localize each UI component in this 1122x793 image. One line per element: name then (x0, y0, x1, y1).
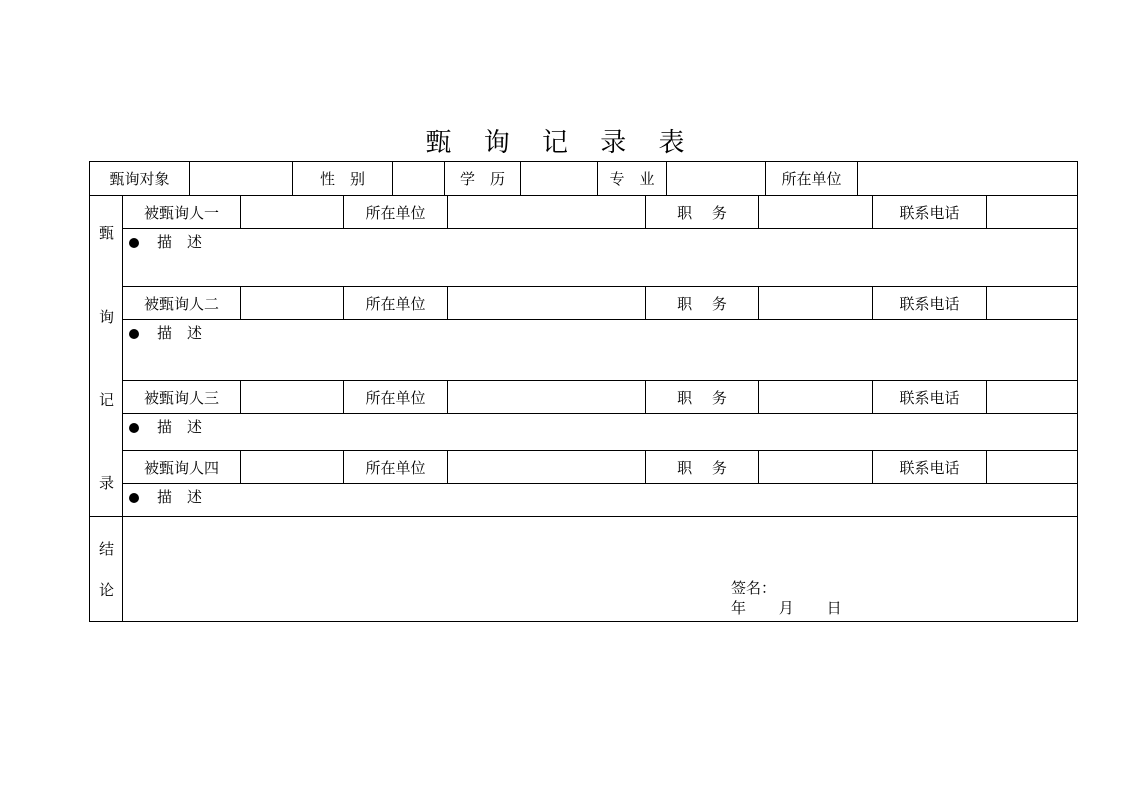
side-char: 录 (98, 474, 114, 492)
side-char: 论 (98, 581, 114, 599)
bullet-icon (129, 423, 139, 433)
person-4-description[interactable] (123, 484, 1078, 517)
page-title: 甄 询 记 录 表 (425, 128, 697, 158)
person-2-phone-label: 联系电话 (873, 287, 987, 320)
person-4-position-field[interactable] (759, 451, 873, 484)
date-line (731, 598, 870, 618)
person-2-unit-field[interactable] (448, 287, 646, 320)
person-1-unit-field[interactable] (448, 196, 646, 229)
person-1-phone-label: 联系电话 (873, 196, 987, 229)
subject-label: 甄询对象 (90, 162, 190, 196)
person-1-name-field[interactable] (241, 196, 344, 229)
description-label: 描 述 (157, 418, 203, 436)
description-label: 描 述 (157, 233, 203, 251)
education-field[interactable] (521, 162, 598, 196)
side-char: 甄 (98, 224, 114, 242)
date-day: 日 (826, 599, 842, 617)
person-2-description[interactable] (123, 320, 1078, 381)
bullet-icon (129, 238, 139, 248)
person-1-position-field[interactable] (759, 196, 873, 229)
major-field[interactable] (667, 162, 766, 196)
person-3-name-field[interactable] (241, 381, 344, 414)
signature-block (731, 578, 870, 618)
person-4-unit-label: 所在单位 (344, 451, 448, 484)
person-2-position-label: 职 务 (646, 287, 759, 320)
major-label: 专 业 (598, 162, 667, 196)
unit-field[interactable] (858, 162, 1078, 196)
person-3-label: 被甄询人三 (123, 381, 241, 414)
person-3-phone-label: 联系电话 (873, 381, 987, 414)
conclusion-side-label (90, 517, 123, 622)
person-4-label: 被甄询人四 (123, 451, 241, 484)
subject-info-table (89, 161, 1078, 196)
interview-record-table (89, 195, 1078, 622)
side-char: 结 (98, 540, 114, 558)
person-4-position-label: 职 务 (646, 451, 759, 484)
person-1-label: 被甄询人一 (123, 196, 241, 229)
person-2-position-field[interactable] (759, 287, 873, 320)
person-2-unit-label: 所在单位 (344, 287, 448, 320)
person-4-name-field[interactable] (241, 451, 344, 484)
subject-field[interactable] (190, 162, 293, 196)
signature-label: 签名： (731, 579, 777, 597)
person-1-description[interactable] (123, 229, 1078, 287)
unit-label: 所在单位 (766, 162, 858, 196)
person-1-unit-label: 所在单位 (344, 196, 448, 229)
person-3-phone-field[interactable] (987, 381, 1078, 414)
date-month: 月 (778, 599, 794, 617)
person-4-unit-field[interactable] (448, 451, 646, 484)
record-side-label (90, 196, 123, 517)
person-1-phone-field[interactable] (987, 196, 1078, 229)
person-3-description[interactable] (123, 414, 1078, 451)
person-3-unit-field[interactable] (448, 381, 646, 414)
side-char: 记 (98, 391, 114, 409)
conclusion-field[interactable] (123, 517, 1078, 622)
bullet-icon (129, 493, 139, 503)
person-3-position-label: 职 务 (646, 381, 759, 414)
person-2-name-field[interactable] (241, 287, 344, 320)
description-label: 描 述 (157, 488, 203, 506)
person-4-phone-field[interactable] (987, 451, 1078, 484)
person-2-phone-field[interactable] (987, 287, 1078, 320)
bullet-icon (129, 329, 139, 339)
gender-field[interactable] (393, 162, 445, 196)
side-char: 询 (98, 308, 114, 326)
person-3-unit-label: 所在单位 (344, 381, 448, 414)
description-label: 描 述 (157, 324, 203, 342)
gender-label: 性 别 (293, 162, 393, 196)
person-3-position-field[interactable] (759, 381, 873, 414)
person-1-position-label: 职 务 (646, 196, 759, 229)
education-label: 学 历 (445, 162, 521, 196)
person-2-label: 被甄询人二 (123, 287, 241, 320)
person-4-phone-label: 联系电话 (873, 451, 987, 484)
date-year: 年 (731, 599, 747, 617)
